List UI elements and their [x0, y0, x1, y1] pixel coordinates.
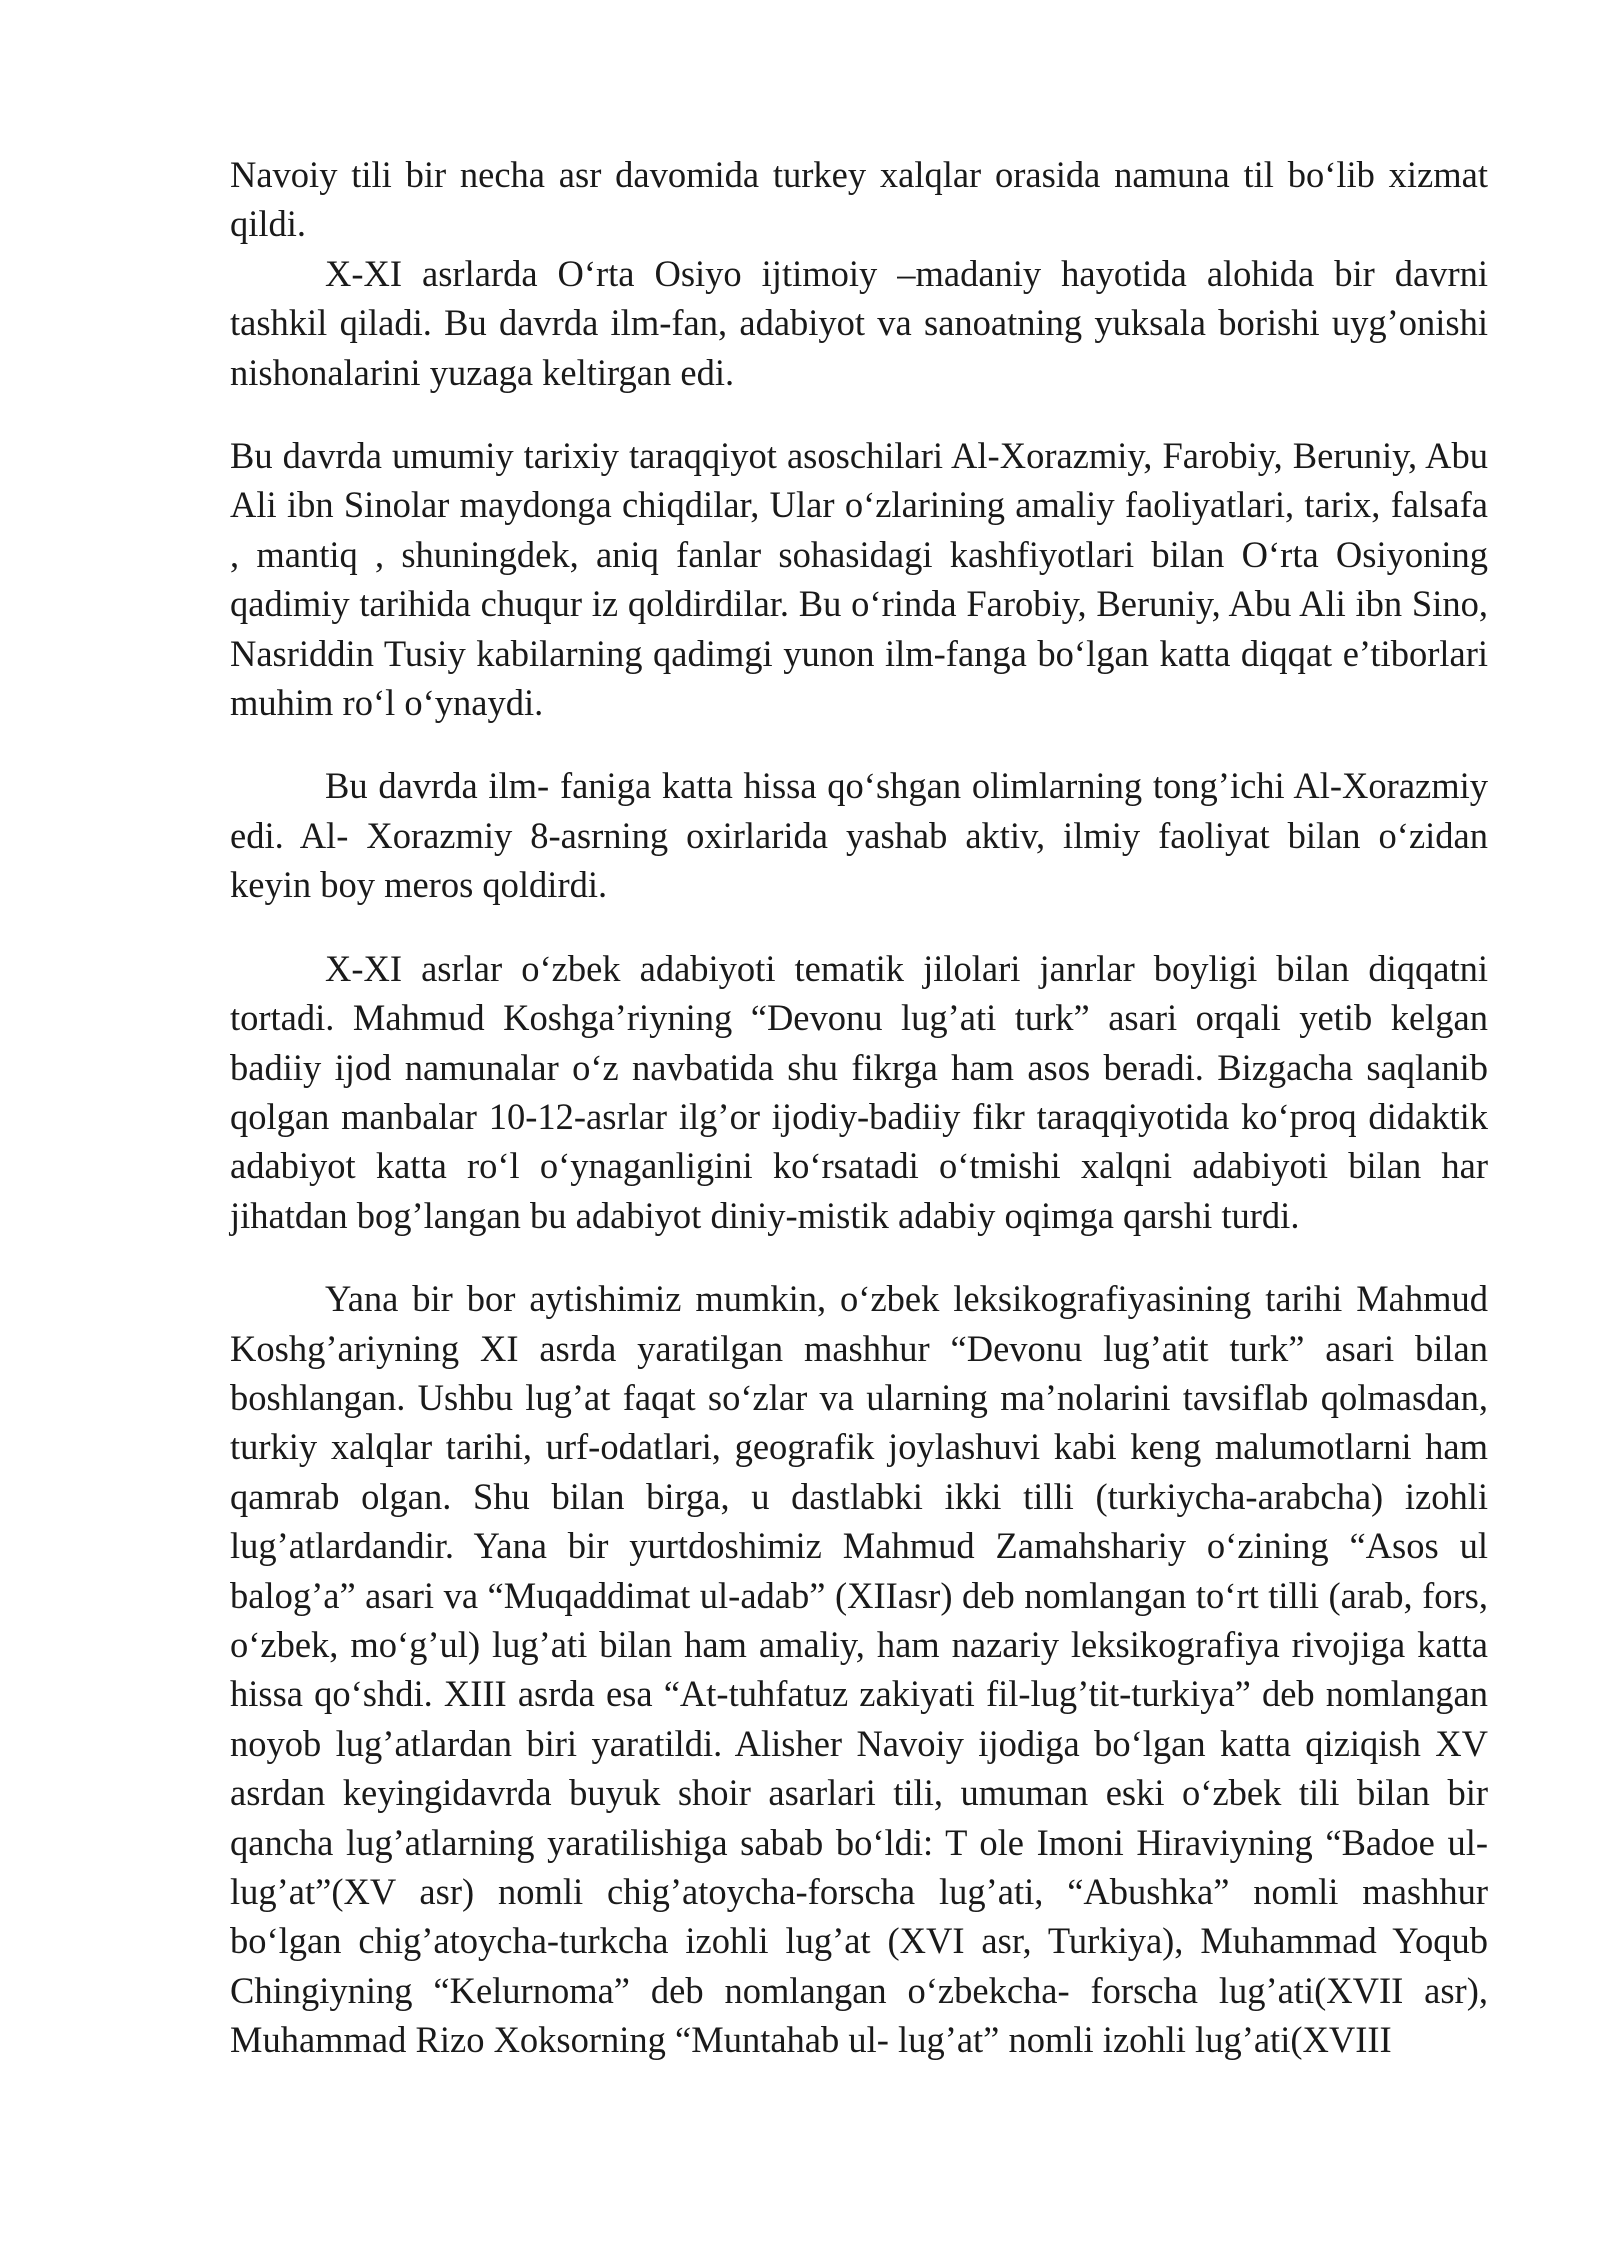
paragraph-al-xorazmiy: Bu davrda ilm- faniga katta hissa qo‘shgan olimlarning tong’ichi Al-Xorazmiy edi. Al- Xorazmiy 8-asrning oxirlarida yashab aktiv, ilmiy faoliyat bilan o‘zidan keyin boy meros qoldirdi. [230, 765, 1488, 906]
paragraph-lexicography: Yana bir bor aytishimiz mumkin, o‘zbek leksikografiyasining tarihi Mahmud Koshg’ariyning XI asrda yaratilgan mashhur “Devonu lug’atit turk” asari bilan boshlangan. Ushbu lug’at faqat so‘zlar va ularning ma’nolarini tavsiflab qolmasdan, turkiy xalqlar tarihi, urf-odatlari, geografik joylashuvi kabi keng malumotlarni ham qamrab olgan. Shu bilan birga, u dastlabki ikki tilli (turkiycha-arabcha) izohli lug’atlardandir. Yana bir yurtdoshimiz Mahmud Zamahshariy o‘zining “Asos ul balog’a” asari va “Muqaddimat ul-adab” (XIIasr) deb nomlangan to‘rt tilli (arab, fors, o‘zbek, mo‘g’ul) lug’ati bilan ham amaliy, ham nazariy leksikografiya rivojiga katta hissa qo‘shdi. XIII asrda esa “At-tuhfatuz zakiyati fil-lug’tit-turkiya” deb nomlangan noyob lug’atlardan biri yaratildi. Alisher Navoiy ijodiga bo‘lgan katta qiziqish XV asrdan keyingidavrda buyuk shoir asarlari tili, umuman eski o‘zbek tili bilan bir qancha lug’atlarning yaratilishiga sabab bo‘ldi: T ole Imoni Hiraviyning “Badoe ul- lug’at”(XV asr) nomli chig’atoycha-forscha lug’ati, “Abushka” nomli mashhur bo‘lgan chig’atoycha-turkcha izohli lug’at (XVI asr, Turkiya), Muhammad Yoqub Chingiyning “Kelurnoma” deb nomlangan o‘zbekcha- forscha lug’ati(XVII asr), Muhammad Rizo Xoksorning “Muntahab ul- lug’at” nomli izohli lug’ati(XVIII [230, 1278, 1488, 2061]
paragraph-scholars: Bu davrda umumiy tarixiy taraqqiyot asoschilari Al-Xorazmiy, Farobiy, Beruniy, Abu Ali ibn Sinolar maydonga chiqdilar, Ular o‘zlarining amaliy faoliyatlari, tarix, falsafa , mantiq , shuningdek, aniq fanlar sohasidagi kashfiyotlari bilan O‘rta Osiyoning qadimiy tarihida chuqur iz qoldirdilar. Bu o‘rinda Farobiy, Beruniy, Abu Ali ibn Sino, Nasriddin Tusiy kabilarning qadimgi yunon ilm-fanga bo‘lgan katta diqqat e’tiborlari muhim ro‘l o‘ynaydi. [230, 435, 1488, 724]
paragraph-navoiy-language: Navoiy tili bir necha asr davomida turkey xalqlar orasida namuna til bo‘lib xizmat qildi. [230, 154, 1488, 245]
paragraph-literature: X-XI asrlar o‘zbek adabiyoti tematik jilolari janrlar boyligi bilan diqqatni tortadi. Mahmud Koshga’riyning “Devonu lug’ati turk” asari orqali yetib kelgan badiiy ijod namunalar o‘z navbatida shu fikrga ham asos beradi. Bizgacha saqlanib qolgan manbalar 10-12-asrlar ilg’or ijodiy-badiiy fikr taraqqiyotida ko‘proq didaktik adabiyot katta ro‘l o‘ynaganligini ko‘rsatadi o‘tmishi xalqni adabiyoti bilan har jihatdan bog’langan bu adabiyot diniy-mistik adabiy oqimga qarshi turdi. [230, 947, 1488, 1236]
paragraph-x-xi-centuries: X-XI asrlarda O‘rta Osiyo ijtimoiy –madaniy hayotida alohida bir davrni tashkil qiladi. Bu davrda ilm-fan, adabiyot va sanoatning yuksala borishi uyg’onishi nishonalarini yuzaga keltirgan edi. [230, 252, 1488, 393]
document-page [230, 150, 1488, 2065]
